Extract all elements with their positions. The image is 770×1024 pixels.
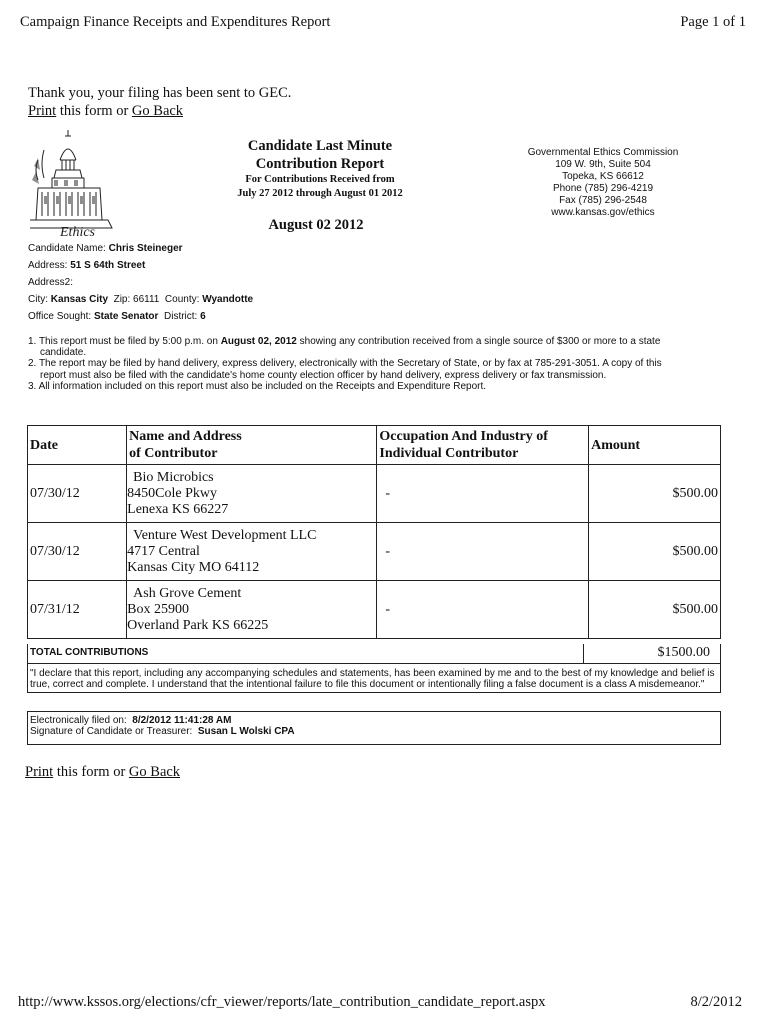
go-back-link[interactable]: Go Back: [131, 103, 184, 119]
kansas-capitol-seal-icon: [30, 130, 122, 238]
signature-line: [30, 726, 718, 737]
seal-text: Ethics: [60, 225, 95, 238]
row-contributor: [127, 465, 377, 523]
print-link[interactable]: Print: [28, 103, 57, 119]
report-date: August 02 2012: [268, 217, 364, 233]
row-amount: $500.00: [589, 465, 721, 523]
contributor-name: Bio Microbics: [133, 469, 214, 485]
gec-city: Topeka, KS 66612: [562, 171, 644, 182]
declaration-text: "I declare that this report, including any accompanying schedules and statements, has been examined by me and to the best of my knowledge and belief is true, correct and complete. I understand that the intentional failure to file this document or intentionally filing a false document is a class A misdemeanor.": [27, 664, 721, 693]
row-contributor: [127, 523, 377, 581]
contributor-address1: Box 25900: [127, 601, 189, 617]
candidate-address-label: Address:: [28, 260, 71, 271]
candidate-city: Kansas City: [50, 294, 109, 305]
table-header-row: [28, 426, 721, 465]
row-occupation: -: [377, 523, 589, 581]
header-occ-line2: Individual Contributor: [379, 446, 519, 461]
total-row: [27, 644, 721, 664]
candidate-info: [28, 240, 253, 325]
office-label: Office Sought:: [28, 311, 94, 322]
candidate-office-line: [28, 308, 253, 325]
city-label: City:: [28, 294, 51, 305]
county-label: County:: [159, 294, 203, 305]
gec-address: 109 W. 9th, Suite 504: [555, 159, 651, 170]
gec-contact-block: [508, 147, 698, 219]
report-title-line2: Contribution Report: [255, 156, 385, 172]
instruction-3: 3. All information included on this report must also be included on the Receipts and Expenditure Report.: [28, 380, 487, 392]
table-row: [28, 523, 721, 581]
candidate-address2-line: Address2:: [28, 277, 74, 288]
row-date: 07/30/12: [28, 523, 127, 581]
instruction-2: 2. The report may be filed by hand delivery, express delivery, electronically with the Secretary of State, or by fax at 785-291-3051. A copy of this report must also be filed with the candidate's home county election officer by hand delivery, express delivery or fax transmission.: [28, 358, 662, 381]
header-amount: Amount: [589, 426, 721, 465]
signature-label: Signature of Candidate or Treasurer:: [30, 726, 198, 737]
zip-label: Zip:: [108, 294, 134, 305]
row-occupation: -: [377, 581, 589, 639]
gec-phone: Phone (785) 296-4219: [552, 183, 654, 194]
page-number: Page 1 of 1: [680, 14, 746, 30]
total-amount: $1500.00: [657, 645, 710, 660]
gec-name: Governmental Ethics Commission: [527, 147, 679, 158]
top-links: [28, 102, 291, 120]
candidate-office: State Senator: [93, 311, 159, 322]
contributor-name: Ash Grove Cement: [133, 585, 242, 601]
candidate-county: Wyandotte: [202, 294, 254, 305]
header-name-address: [127, 426, 377, 465]
print-link-bottom[interactable]: Print: [25, 764, 54, 780]
gec-fax: Fax (785) 296-2548: [559, 195, 647, 206]
candidate-address-line: [28, 257, 253, 274]
row-contributor: [127, 581, 377, 639]
candidate-city-line: [28, 291, 253, 308]
header-name-line2: of Contributor: [129, 446, 218, 461]
footer-url: http://www.kssos.org/elections/cfr_viewer/reports/late_contribution_candidate_report.aspx: [18, 994, 546, 1010]
contributor-address2: Lenexa KS 66227: [127, 501, 229, 517]
candidate-zip: 66111: [133, 294, 160, 305]
district-label: District:: [158, 311, 201, 322]
candidate-name: Chris Steineger: [108, 243, 183, 254]
header-occ-line1: Occupation And Industry of: [379, 429, 548, 444]
report-title-line1: Candidate Last Minute: [247, 138, 393, 154]
bottom-links: [25, 764, 180, 781]
header-name-line1: Name and Address: [129, 429, 242, 444]
row-amount: $500.00: [589, 523, 721, 581]
report-title-block: [200, 137, 440, 201]
instruction-1-deadline: August 02, 2012: [220, 336, 297, 347]
row-date: 07/31/12: [28, 581, 127, 639]
go-back-link-bottom[interactable]: Go Back: [128, 764, 181, 780]
header-occupation: [377, 426, 589, 465]
signature-value: Susan L Wolski CPA: [197, 726, 295, 737]
candidate-address: 51 S 64th Street: [70, 260, 146, 271]
filed-on-line: [30, 715, 718, 726]
contributor-address1: 4717 Central: [127, 543, 200, 559]
candidate-district: 6: [200, 311, 206, 322]
contributions-table: [27, 425, 721, 639]
instruction-1-text-c: showing any contribution received from a single source of $300 or more to a state candidate.: [40, 336, 661, 359]
contributor-name: Venture West Development LLC: [133, 527, 317, 543]
filed-on-label: Electronically filed on:: [30, 715, 133, 726]
links-middle-text: this form or: [56, 103, 132, 119]
footer-date: 8/2/2012: [690, 994, 742, 1010]
contributor-address1: 8450Cole Pkwy: [127, 485, 217, 501]
confirmation-message: [28, 84, 291, 120]
report-subtitle-line2: July 27 2012 through August 01 2012: [237, 188, 403, 199]
contributor-address2: Kansas City MO 64112: [127, 559, 260, 575]
filing-info: [27, 711, 721, 745]
total-divider: [583, 644, 584, 663]
contributor-address2: Overland Park KS 66225: [127, 617, 269, 633]
candidate-name-label: Candidate Name:: [28, 243, 109, 254]
thanks-text: Thank you, your filing has been sent to GEC.: [28, 85, 292, 101]
table-row: [28, 465, 721, 523]
instructions-list: [28, 336, 688, 392]
header-date: Date: [28, 426, 127, 465]
row-occupation: -: [377, 465, 589, 523]
page-header-title: Campaign Finance Receipts and Expenditures Report: [20, 14, 331, 30]
total-label: TOTAL CONTRIBUTIONS: [30, 647, 149, 658]
instruction-1-text-a: 1. This report must be filed by 5:00 p.m. on: [28, 336, 221, 347]
gec-web: www.kansas.gov/ethics: [551, 207, 655, 218]
filed-on-value: 8/2/2012 11:41:28 AM: [132, 715, 232, 726]
candidate-name-line: [28, 240, 253, 257]
bottom-links-middle-text: this form or: [53, 764, 129, 780]
row-date: 07/30/12: [28, 465, 127, 523]
row-amount: $500.00: [589, 581, 721, 639]
table-row: [28, 581, 721, 639]
report-subtitle-line1: For Contributions Received from: [245, 174, 395, 185]
instruction-1: [28, 336, 688, 358]
